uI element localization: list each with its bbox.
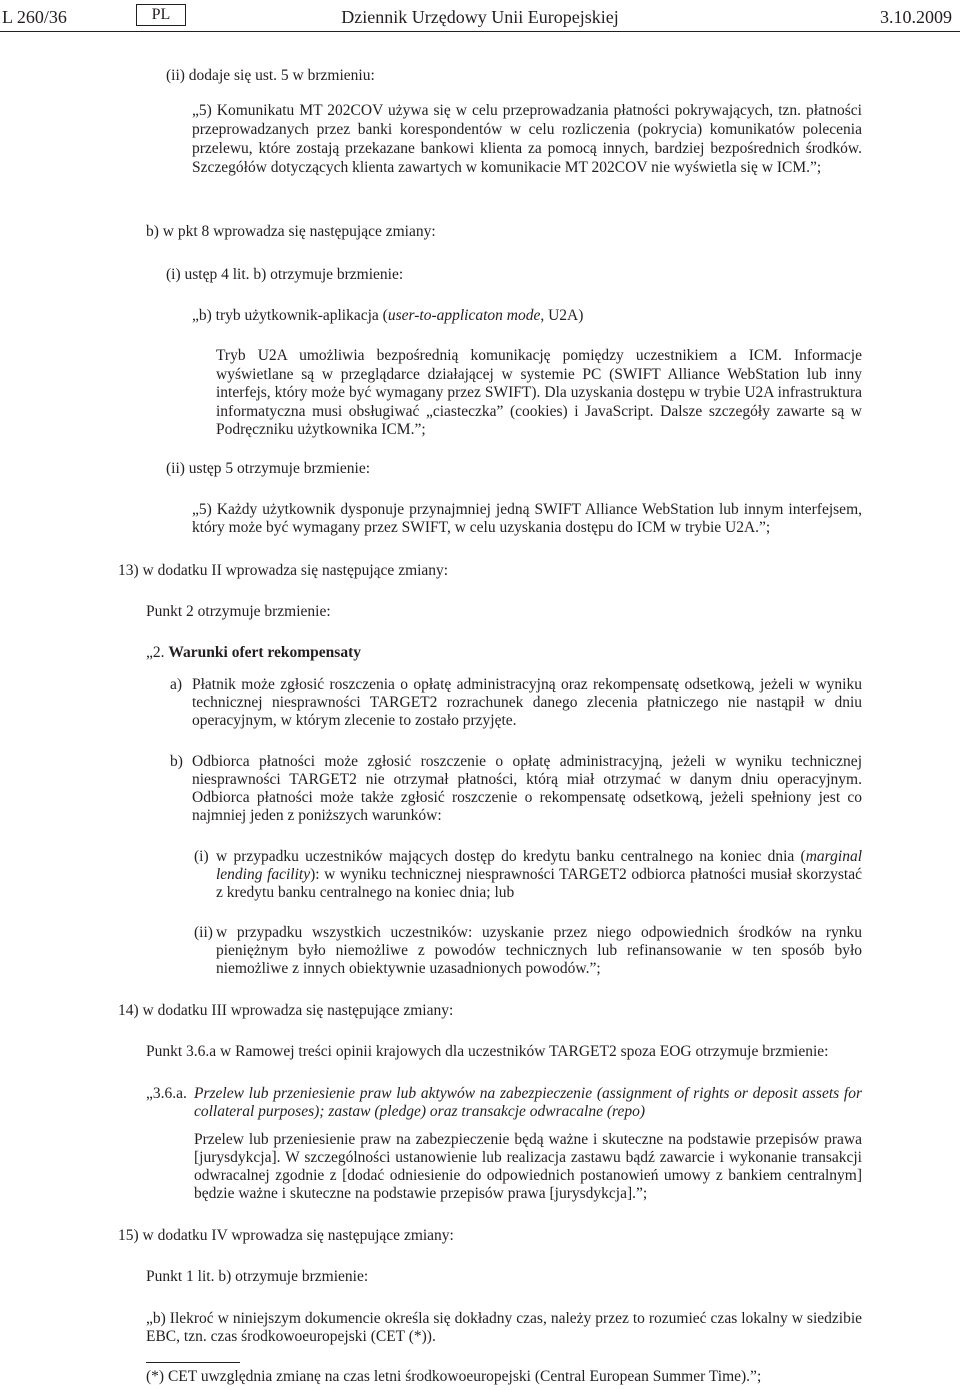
tryb-u2a-prefix: „b) tryb użytkownik-aplikacja ( <box>192 307 388 324</box>
subpoint-bi-prefix: w przypadku uczestników mających dostęp do kredytu banku centralnego na koniec dnia ( <box>216 848 806 865</box>
subpoint-bi-label: (i) <box>194 848 209 865</box>
publication-date: 3.10.2009 <box>880 7 952 27</box>
subpoint-bii-text: w przypadku wszystkich uczestników: uzyskanie przez niego odpowiednich środków na rynku pieniężnym było niemożliwe z powodów technicznych lub refinansowanie w ten sposób było niemożliwe z innych obiektywnie uzasadnionych powodów.”; <box>216 924 862 977</box>
journal-title: Dziennik Urzędowy Unii Europejskiej <box>341 7 619 27</box>
section-2-heading <box>146 644 361 662</box>
subpoint-bii-label: (ii) <box>194 924 213 941</box>
point-b-pkt8: b) w pkt 8 wprowadza się następujące zmiany: <box>146 223 436 240</box>
punkt-1-lit-b: Punkt 1 lit. b) otrzymuje brzmienie: <box>146 1268 369 1285</box>
tryb-u2a-suffix: , U2A) <box>540 307 584 324</box>
punkt-3-6-a: Punkt 3.6.a w Ramowej treści opinii krajowych dla uczestników TARGET2 spoza EOG otrzymuje brzmienie: <box>146 1043 829 1060</box>
language-badge: PL <box>136 4 186 26</box>
punkt-2: Punkt 2 otrzymuje brzmienie: <box>146 603 331 620</box>
footnote: (*) CET uwzględnia zmianę na czas letni środkowoeuropejski (Central European Summer Time).”; <box>146 1368 762 1385</box>
page-reference: L 260/36 <box>2 7 67 27</box>
subpoint-i-ustep4: (i) ustęp 4 lit. b) otrzymuje brzmienie: <box>166 266 404 283</box>
item-14: 14) w dodatku III wprowadza się następujące zmiany: <box>118 1002 454 1019</box>
point-a-text: Płatnik może zgłosić roszczenia o opłatę administracyjną oraz rekompensatę odsetkową, jeżeli w wyniku technicznej niesprawności TARGET2 rozrachunek danego zlecenia płatniczego nie nastąpił w dniu operacyjnym, w którym zlecenie to zostało przyjęte. <box>192 676 862 729</box>
subpoint-ii-ustep5: (ii) ustęp 5 otrzymuje brzmienie: <box>166 460 371 477</box>
point-b-label: b) <box>170 753 183 770</box>
point-a-label: a) <box>170 676 183 693</box>
subpoint-ii-add: (ii) dodaje się ust. 5 w brzmieniu: <box>166 67 375 84</box>
ilekroc-paragraph: „b) Ilekroć w niniejszym dokumencie określa się dokładny czas, należy przez to rozumieć czas lokalny w siedzibie EBC, tzn. czas środkowoeuropejski (CET (*)). <box>146 1310 862 1345</box>
section-2-title: Warunki ofert rekompensaty <box>168 644 361 661</box>
section-3-6-a-number: „3.6.a. <box>146 1085 187 1102</box>
u2a-paragraph: Tryb U2A umożliwia bezpośrednią komunikację pomiędzy uczestnikiem a ICM. Informacje wyświetlane są w przeglądarce działającej w systemie PC (SWIFT Alliance WebStation lub inny interfejs, który może być wymagany przez SWIFT). Dla uzyskania dostępu w trybie U2A infrastruktura informatyczna musi obsługiwać „ciasteczka” (cookies) i JavaScript. Dalsze szczegóły zawarte są w Podręczniku użytkownika ICM.”; <box>216 347 862 438</box>
paragraph-5-mt202cov: „5) Komunikatu MT 202COV używa się w celu przeprowadzania płatności pokrywających, tzn. płatności przeprowadzanych przez banki korespondentów w celu rozliczenia (pokrycia) komunikatów polecenia przelewu, które zostają przekazane bankowi klienta za pomocą innych, bardziej bezpośrednich środków. Szczegółów dotyczących klienta zawartych w komunikacie MT 202COV nie wyświetla się w ICM.”; <box>192 102 862 176</box>
item-13: 13) w dodatku II wprowadza się następujące zmiany: <box>118 562 449 579</box>
section-3-6-a-paragraph: Przelew lub przeniesienie praw na zabezpieczenie będą ważne i skuteczne na podstawie przepisów prawa [jurysdykcja]. W szczególności ustanowienie lub realizacja zastawu bądź zawarcie i wykonanie transakcji odwracalnej zgodnie z [dodać odniesienie do odpowiednich postanowień umowy z bankiem centralnym] będzie ważne i skuteczne na podstawie przepisów prawa [jurysdykcja].”; <box>194 1131 862 1202</box>
subpoint-bi-italic: marginal lending facility <box>216 848 862 883</box>
header-divider <box>0 31 960 32</box>
section-2-number: „2. <box>146 644 165 661</box>
tryb-u2a-heading <box>192 307 583 325</box>
item-15: 15) w dodatku IV wprowadza się następujące zmiany: <box>118 1227 454 1244</box>
section-3-6-a-title: Przelew lub przeniesienie praw lub aktywów na zabezpieczenie (assignment of rights or deposit assets for collateral purposes); zastaw (pledge) oraz transakcje odwracalne (repo) <box>194 1085 862 1120</box>
page-header <box>0 4 960 30</box>
subpoint-bi-suffix: ): w wyniku technicznej niesprawności TARGET2 odbiorca płatności musiał skorzystać z kredytu banku centralnego na koniec dnia; lub <box>216 866 862 901</box>
tryb-u2a-italic: user-to-applicaton mode <box>387 307 541 324</box>
subpoint-bi-text <box>216 848 862 902</box>
footnote-divider <box>146 1362 240 1363</box>
point-b-text: Odbiorca płatności może zgłosić roszczenie o opłatę administracyjną, jeżeli w wyniku technicznej niesprawności TARGET2 nie otrzymał płatności, którą miał otrzymać w danym dniu operacyjnym. Odbiorca płatności może także zgłosić roszczenie o rekompensatę odsetkową, jeżeli spełniony jest co najmniej jeden z poniższych warunków: <box>192 753 862 824</box>
paragraph-5-user: „5) Każdy użytkownik dysponuje przynajmniej jedną SWIFT Alliance WebStation lub innym interfejsem, który może być wymagany przez SWIFT, w celu uzyskania dostępu do ICM w trybie U2A.”; <box>192 501 862 536</box>
